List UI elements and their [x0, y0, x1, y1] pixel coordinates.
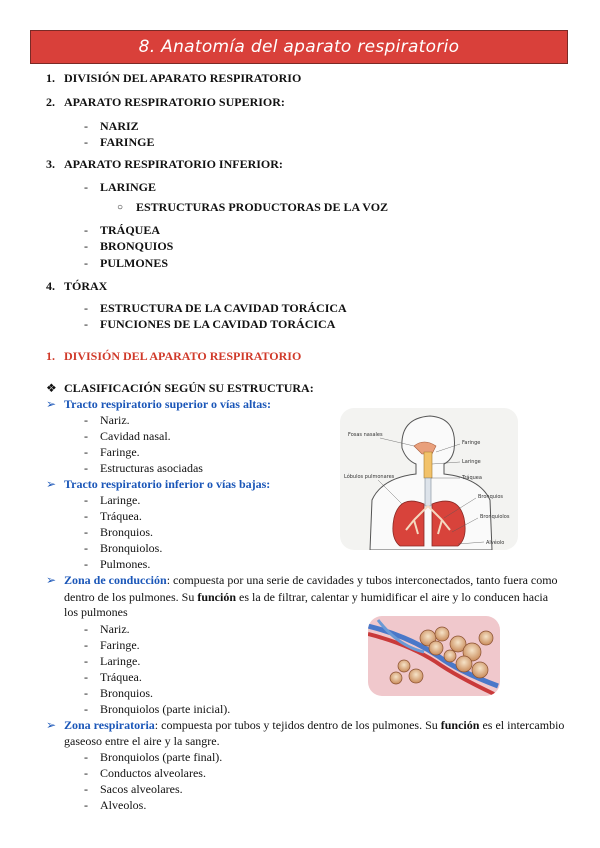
dash: - — [84, 509, 88, 523]
conduction-label: Zona de conducción — [64, 573, 167, 587]
figure-label: Tráquea — [462, 475, 482, 481]
respiratory-function-word: función — [440, 718, 480, 732]
dash: - — [84, 317, 88, 331]
dash: - — [84, 782, 88, 796]
toc-num-2: 2. — [46, 95, 55, 109]
toc-item-4: TÓRAX — [64, 279, 108, 293]
upper-tract-label: Tracto respiratorio superior o vías altas: — [64, 397, 271, 411]
toc-item-3: APARATO RESPIRATORIO INFERIOR: — [64, 157, 283, 171]
dash: - — [84, 557, 88, 571]
respiratory-item: Alveolos. — [100, 798, 147, 812]
dash: - — [84, 686, 88, 700]
dash: - — [84, 750, 88, 764]
conduction-line-2 — [64, 590, 548, 605]
respiratory-text: : compuesta por tubos y tejidos dentro de los pulmones. Su — [154, 718, 441, 732]
toc-inf-subitem: ESTRUCTURAS PRODUCTORAS DE LA VOZ — [136, 200, 389, 214]
lower-item: Tráquea. — [100, 509, 142, 523]
dash: - — [84, 461, 88, 475]
toc-item-2: APARATO RESPIRATORIO SUPERIOR: — [64, 95, 285, 109]
toc-inf-item: BRONQUIOS — [100, 239, 174, 253]
respiratory-line-2: gaseoso entre el aire y la sangre. — [64, 734, 220, 748]
toc-torax-item: ESTRUCTURA DE LA CAVIDAD TORÁCICA — [100, 301, 347, 315]
page-title: 8. Anatomía del aparato respiratorio — [138, 37, 460, 57]
page-title-banner — [30, 30, 568, 64]
upper-item: Estructuras asociadas — [100, 461, 203, 475]
conduction-item: Bronquiolos (parte inicial). — [100, 702, 231, 716]
upper-item: Cavidad nasal. — [100, 429, 171, 443]
lower-tract-label: Tracto respiratorio inferior o vías bajas: — [64, 477, 271, 491]
figure-label: Faringe — [462, 440, 481, 446]
arrow-bullet-icon: ➢ — [46, 718, 57, 732]
respiratory-line-1 — [64, 718, 564, 733]
toc-sup-item: NARIZ — [100, 119, 139, 133]
respiratory-text: es el intercambio — [479, 718, 565, 732]
lower-item: Bronquiolos. — [100, 541, 163, 555]
figure-label: Alvéolo — [486, 540, 505, 546]
figure-label: Lóbulos pulmonares — [344, 474, 395, 480]
dash: - — [84, 135, 88, 149]
toc-inf-item: LARINGE — [100, 180, 157, 194]
arrow-bullet-icon: ➢ — [46, 573, 57, 587]
conduction-item: Laringe. — [100, 654, 141, 668]
toc-inf-item: PULMONES — [100, 256, 169, 270]
toc-inf-item: TRÁQUEA — [100, 223, 161, 237]
dash: - — [84, 119, 88, 133]
dash: - — [84, 413, 88, 427]
dash: - — [84, 525, 88, 539]
toc-item-1: DIVISIÓN DEL APARATO RESPIRATORIO — [64, 71, 302, 85]
conduction-item: Nariz. — [100, 622, 130, 636]
respiratory-label: Zona respiratoria — [64, 718, 155, 732]
toc-sup-item: FARINGE — [100, 135, 155, 149]
conduction-function-word: función — [197, 590, 237, 604]
dash: - — [84, 541, 88, 555]
lower-item: Bronquios. — [100, 525, 154, 539]
conduction-text: : compuesta por una serie de cavidades y tubos interconectados, tanto fuera como — [166, 573, 558, 587]
conduction-item: Faringe. — [100, 638, 140, 652]
alveoli-illustration — [368, 616, 500, 696]
dash: - — [84, 766, 88, 780]
figure-label: Fosas nasales — [348, 432, 383, 438]
dash: - — [84, 622, 88, 636]
dash: - — [84, 798, 88, 812]
conduction-text: es la de filtrar, calentar y humidificar el aire y lo conducen hacia — [236, 590, 549, 604]
upper-item: Nariz. — [100, 413, 130, 427]
toc-num-3: 3. — [46, 157, 55, 171]
alveoli-figure — [368, 616, 500, 696]
dash: - — [84, 654, 88, 668]
toc-torax-item: FUNCIONES DE LA CAVIDAD TORÁCICA — [100, 317, 336, 331]
lower-item: Laringe. — [100, 493, 141, 507]
dash: - — [84, 180, 88, 194]
lower-item: Pulmones. — [100, 557, 151, 571]
dash: - — [84, 445, 88, 459]
conduction-text: dentro de los pulmones. Su — [64, 590, 198, 604]
dash: - — [84, 493, 88, 507]
dash: - — [84, 638, 88, 652]
respiratory-item: Conductos alveolares. — [100, 766, 206, 780]
dash: - — [84, 301, 88, 315]
respiratory-item: Bronquiolos (parte final). — [100, 750, 223, 764]
circle-bullet-icon: ○ — [117, 202, 124, 213]
dash: - — [84, 429, 88, 443]
diamond-bullet-icon: ❖ — [46, 381, 57, 395]
toc-num-1: 1. — [46, 71, 55, 85]
section-heading: DIVISIÓN DEL APARATO RESPIRATORIO — [64, 349, 302, 363]
respiratory-system-figure — [340, 408, 518, 550]
upper-item: Faringe. — [100, 445, 140, 459]
conduction-line-1 — [64, 573, 558, 588]
dash: - — [84, 670, 88, 684]
dash: - — [84, 239, 88, 253]
respiratory-system-illustration — [340, 408, 518, 550]
dash: - — [84, 702, 88, 716]
figure-label: Laringe — [462, 459, 481, 465]
section-num: 1. — [46, 349, 55, 363]
conduction-item: Bronquios. — [100, 686, 154, 700]
classification-heading: CLASIFICACIÓN SEGÚN SU ESTRUCTURA: — [64, 381, 314, 395]
conduction-line-3: los pulmones — [64, 605, 128, 619]
conduction-item: Tráquea. — [100, 670, 142, 684]
toc-num-4: 4. — [46, 279, 55, 293]
figure-label: Bronquiolos — [480, 514, 510, 520]
dash: - — [84, 256, 88, 270]
arrow-bullet-icon: ➢ — [46, 397, 57, 411]
dash: - — [84, 223, 88, 237]
respiratory-item: Sacos alveolares. — [100, 782, 183, 796]
figure-label: Bronquios — [478, 494, 503, 500]
arrow-bullet-icon: ➢ — [46, 477, 57, 491]
